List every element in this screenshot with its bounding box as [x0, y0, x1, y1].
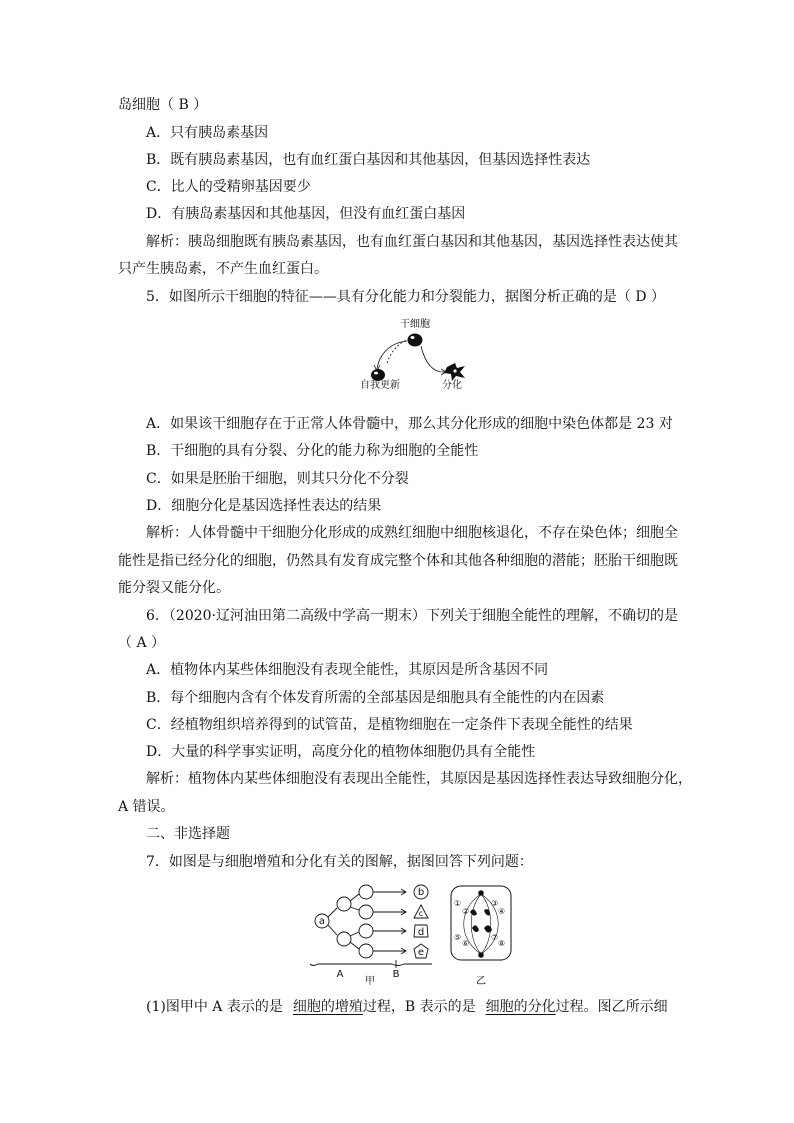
q5-analysis-line2: 能性是指已经分化的细胞，仍然具有发育成完整个体和其他各种细胞的潜能；胚胎干细胞既: [118, 553, 678, 569]
stem-cell-label: 干细胞: [400, 319, 430, 330]
figure-yi-caption: 乙: [476, 976, 486, 987]
q7-sub1-answer1: 细胞的增殖: [292, 999, 363, 1015]
q5-option-c: C．如果是胚胎干细胞，则其只分化不分裂: [146, 471, 409, 487]
q6-option-c: C．经植物组织培养得到的试管苗，是植物细胞在一定条件下表现全能性的结果: [146, 717, 633, 733]
q5-stem: 5．如图所示干细胞的特征——具有分化能力和分裂能力，据图分析正确的是（ D ）: [146, 289, 666, 305]
q4-analysis-line1: 解析：胰岛细胞既有胰岛素基因，也有血红蛋白基因和其他基因，基因选择性表达使其: [146, 234, 678, 250]
q7-stem: 7．如图是与细胞增殖和分化有关的图解，据图回答下列问题：: [146, 854, 533, 870]
q4-option-b: B．既有胰岛素基因，也有血红蛋白基因和其他基因，但基因选择性表达: [146, 152, 591, 168]
q4-option-c: C．比人的受精卵基因要少: [146, 179, 311, 195]
q5-analysis-line1: 解析：人体骨髓中干细胞分化形成的成熟红细胞中细胞核退化，不存在染色体；细胞全: [146, 525, 678, 541]
q6-analysis-line2: A 错误。: [118, 799, 175, 815]
q7-sub1-suffix: 过程。图乙所示细: [555, 999, 668, 1015]
yi-num-8: ⑧: [498, 939, 506, 948]
q4-stem-tail: 岛细胞（ B ）: [118, 97, 208, 113]
label-A: A: [336, 969, 344, 980]
cell-b-label: b: [417, 887, 425, 898]
section-title: 二、非选择题: [146, 826, 230, 842]
q6-option-a: A．植物体内某些体细胞没有表现全能性，其原因是所含基因不同: [146, 662, 549, 678]
q7-sub1-mid: 过程，B 表示的是: [362, 999, 476, 1015]
q6-answer: （ A ）: [118, 635, 166, 651]
q6-analysis-line1: 解析：植物体内某些体细胞没有表现出全能性，其原因是基因选择性表达导致细胞分化，: [146, 771, 692, 787]
yi-num-2: ②: [462, 907, 470, 916]
q6-option-d: D．大量的科学事实证明，高度分化的植物体细胞仍具有全能性: [146, 744, 536, 760]
self-renew-arrow: [377, 341, 407, 369]
yi-num-7: ⑦: [491, 933, 499, 942]
q7-sub1-prefix: (1)图甲中 A 表示的是: [146, 999, 283, 1015]
figure-jia: [308, 880, 443, 992]
differentiation-label: 分化: [442, 380, 462, 391]
q5-option-a: A．如果该干细胞存在于正常人体骨髓中，那么其分化形成的细胞中染色体都是 23 对: [146, 416, 673, 432]
figure-jia-caption: 甲: [365, 976, 375, 987]
q7-sub1: [146, 997, 668, 1017]
yi-num-6: ⑥: [462, 939, 470, 948]
q5-option-b: B．干细胞的具有分裂、分化的能力称为细胞的全能性: [146, 443, 479, 459]
q5-analysis-line3: 能分裂又能分化。: [118, 580, 230, 596]
yi-num-4: ④: [498, 907, 506, 916]
stem-cell: [408, 334, 423, 347]
stem-cell-figure: [355, 315, 475, 381]
cell-c-label: c: [418, 909, 424, 918]
differentiation-arrow: [421, 346, 445, 372]
q6-option-b: B．每个细胞内含有个体发育所需的全部基因是细胞具有全能性的内在因素: [146, 690, 605, 706]
cell-e-label: e: [417, 947, 425, 958]
yi-num-3: ③: [491, 899, 499, 908]
self-renew-label: 自我更新: [360, 380, 400, 391]
yi-num-5: ⑤: [454, 933, 462, 942]
q5-option-d: D．细胞分化是基因选择性表达的结果: [146, 498, 382, 514]
yi-num-1: ①: [454, 899, 462, 908]
cell-d-label: d: [417, 927, 425, 938]
q7-sub1-answer2: 细胞的分化: [485, 999, 556, 1015]
label-B: B: [392, 969, 400, 980]
q4-analysis-line2: 只产生胰岛素，不产生血红蛋白。: [118, 261, 328, 277]
q6-stem: 6．（2020·辽河油田第二高级中学高一期末）下列关于细胞全能性的理解，不确切的是: [146, 608, 678, 624]
cell-a-label: a: [318, 916, 326, 927]
figure-yi: [448, 884, 518, 992]
q4-option-d: D．有胰岛素基因和其他基因，但没有血红蛋白基因: [146, 206, 466, 222]
q4-option-a: A．只有胰岛素基因: [146, 125, 269, 141]
